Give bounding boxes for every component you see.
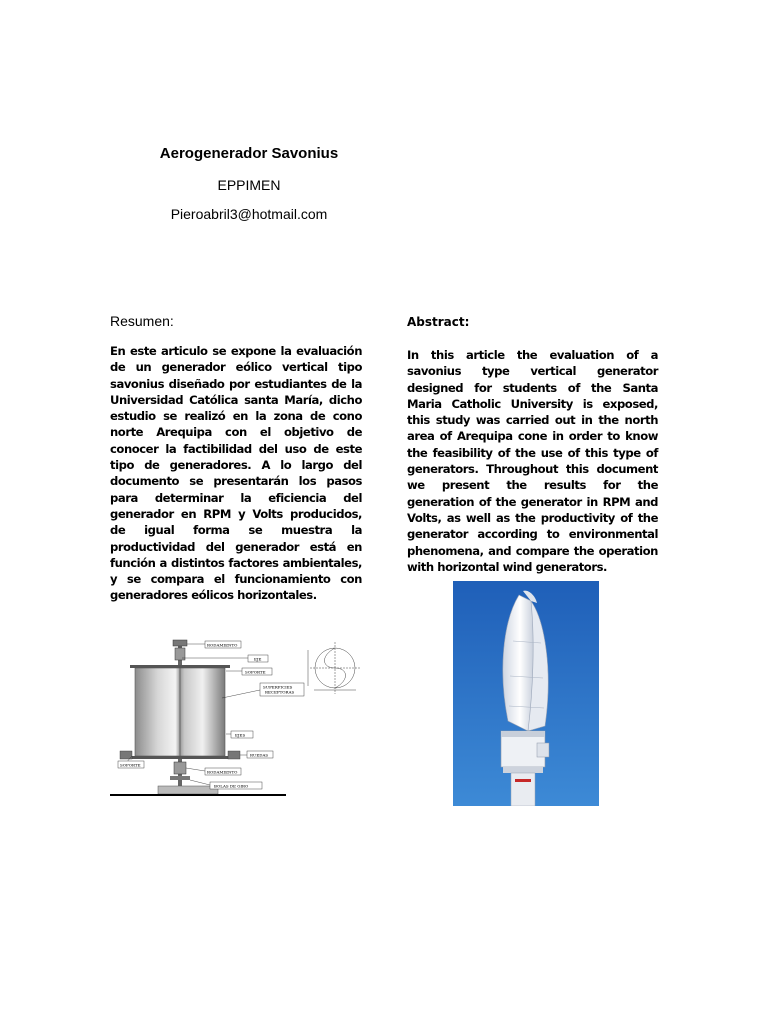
label-superficies: SUPERFICIES xyxy=(263,684,293,690)
savonius-schematic-figure xyxy=(110,638,362,800)
savonius-turbine-photo xyxy=(453,581,599,806)
label-ruedas: RUEDAS xyxy=(250,752,269,758)
paper-title: Aerogenerador Savonius xyxy=(159,145,339,162)
rotor-top-view-sketch xyxy=(308,642,360,694)
label-rodamiento-top: RODAMIENTO xyxy=(207,642,238,648)
label-soporte-top: SOPORTE xyxy=(245,669,266,675)
label-bolas-de-giro: BOLAS DE GIRO xyxy=(214,783,249,789)
label-soporte-left: SOPORTE xyxy=(120,762,141,768)
resumen-heading: Resumen: xyxy=(110,313,174,329)
label-receptoras: RECEPTORAS xyxy=(265,689,295,695)
abstract-heading: Abstract: xyxy=(407,315,470,329)
label-rodamiento-bottom: RODAMIENTO xyxy=(207,769,238,775)
label-eje: EJE xyxy=(254,656,262,662)
abstract-body: In this article the evaluation of a savonius type vertical generator designed for students of the Santa Maria Catholic University is exposed, this study was carried out in the north area of Arequipa cone in order to know the feasibility of the use of this type of generators. Throughout this document we present the results for the generation of the generator in RPM and Volts, as well as the productivity of the generator according to environmental phenomena, and compare the operation with horizontal wind generators. xyxy=(407,348,658,574)
author-organization: EPPIMEN xyxy=(217,177,281,193)
author-email: Pieroabril3@hotmail.com xyxy=(170,206,328,222)
resumen-body: En este articulo se expone la evaluación de un generador eólico vertical tipo savonius diseñado por estudiantes de la Universidad Católica santa María, dicho estudio se realizó en la zona de cono norte Arequipa con el objetivo de conocer la factibilidad del uso de este tipo de generadores. A lo largo del documento se presentarán los pasos para determinar la eficiencia del generador en RPM y Volts producidos, de igual forma se muestra la productividad del generador está en función a distintos factores ambientales, y se compara el funcionamiento con generadores eólicos horizontales. xyxy=(110,344,362,603)
label-ejes: EJES xyxy=(235,732,246,738)
